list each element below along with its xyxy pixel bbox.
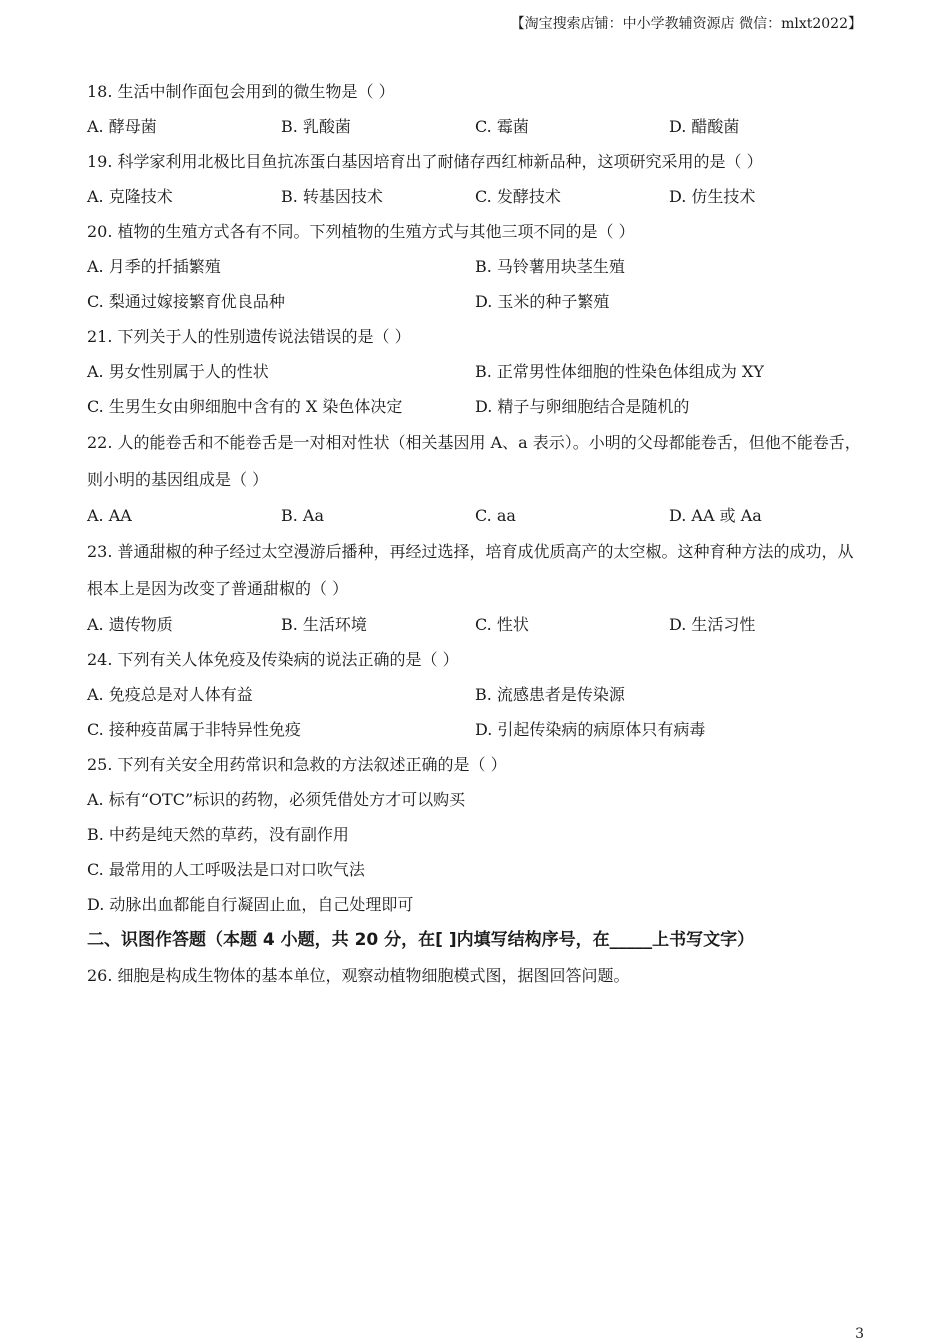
question-24-options-row1 [87, 677, 867, 712]
option-c: C. aa [475, 506, 516, 525]
question-21-options-row2 [87, 389, 867, 424]
option-a: A. 男女性别属于人的性状 [87, 362, 269, 381]
option-c: C. 生男生女由卵细胞中含有的 X 染色体决定 [87, 397, 403, 416]
question-20-options-row2 [87, 284, 867, 319]
question-20-stem: 20. 植物的生殖方式各有不同。下列植物的生殖方式与其他三项不同的是（ ） [87, 222, 635, 241]
option-c: C. 最常用的人工呼吸法是口对口吹气法 [87, 860, 365, 879]
option-c: C. 接种疫苗属于非特异性免疫 [87, 720, 301, 739]
option-a: A. 克隆技术 [87, 187, 173, 206]
question-24-options-row2 [87, 712, 867, 747]
section-2-heading: 二、识图作答题（本题 4 小题，共 20 分，在[ ]内填写结构序号，在_____上书写文字） [87, 930, 755, 950]
option-d: D. 引起传染病的病原体只有病毒 [475, 720, 706, 739]
question-20-options-row1 [87, 249, 867, 284]
option-d: D. 玉米的种子繁殖 [475, 292, 610, 311]
option-b: B. 转基因技术 [281, 187, 383, 206]
question-23-options [87, 607, 867, 642]
option-d: D. 精子与卵细胞结合是随机的 [475, 397, 690, 416]
question-22-options [87, 498, 867, 533]
question-26-stem: 26. 细胞是构成生物体的基本单位，观察动植物细胞模式图，据图回答问题。 [87, 966, 630, 985]
question-21-stem: 21. 下列关于人的性别遗传说法错误的是（ ） [87, 327, 411, 346]
option-b: B. 流感患者是传染源 [475, 685, 625, 704]
option-a: A. 标有“OTC”标识的药物，必须凭借处方才可以购买 [87, 790, 466, 809]
question-18-stem: 18. 生活中制作面包会用到的微生物是（ ） [87, 82, 395, 101]
option-d: D. 仿生技术 [669, 187, 756, 206]
option-b: B. 马铃薯用块茎生殖 [475, 257, 625, 276]
option-d: D. 醋酸菌 [669, 117, 740, 136]
option-b: B. 正常男性体细胞的性染色体组成为 XY [475, 362, 764, 381]
option-c: C. 霉菌 [475, 117, 529, 136]
option-c: C. 发酵技术 [475, 187, 561, 206]
question-19-stem: 19. 科学家利用北极比目鱼抗冻蛋白基因培育出了耐储存西红柿新品种，这项研究采用的是（ ） [87, 152, 763, 171]
question-list [87, 74, 867, 993]
question-18-options [87, 109, 867, 144]
page-number: 3 [855, 1326, 864, 1342]
question-21-options-row1 [87, 354, 867, 389]
option-a: A. AA [87, 506, 132, 525]
question-19-options [87, 179, 867, 214]
question-22-stem: 22. 人的能卷舌和不能卷舌是一对相对性状（相关基因用 A、a 表示）。小明的父母都能卷舌，但他不能卷舌，则小明的基因组成是（ ） [87, 433, 861, 489]
option-b: B. 中药是纯天然的草药，没有副作用 [87, 825, 349, 844]
option-a: A. 免疫总是对人体有益 [87, 685, 253, 704]
option-b: B. 生活环境 [281, 615, 367, 634]
option-a: A. 遗传物质 [87, 615, 173, 634]
question-25-stem: 25. 下列有关安全用药常识和急救的方法叙述正确的是（ ） [87, 755, 507, 774]
question-24-stem: 24. 下列有关人体免疫及传染病的说法正确的是（ ） [87, 650, 459, 669]
option-b: B. Aa [281, 506, 325, 525]
question-23-stem: 23. 普通甜椒的种子经过太空漫游后播种，再经过选择，培育成优质高产的太空椒。这种育种方法的成功，从根本上是因为改变了普通甜椒的（ ） [87, 542, 854, 598]
option-a: A. 酵母菌 [87, 117, 157, 136]
header-watermark-note: 【淘宝搜索店铺：中小学教辅资源店 微信：mlxt2022】 [510, 16, 862, 32]
option-d: D. 动脉出血都能自行凝固止血，自己处理即可 [87, 895, 414, 914]
option-c: C. 性状 [475, 615, 529, 634]
option-a: A. 月季的扦插繁殖 [87, 257, 221, 276]
option-d: D. 生活习性 [669, 615, 756, 634]
option-c: C. 梨通过嫁接繁育优良品种 [87, 292, 285, 311]
option-d: D. AA 或 Aa [669, 506, 762, 525]
option-b: B. 乳酸菌 [281, 117, 351, 136]
